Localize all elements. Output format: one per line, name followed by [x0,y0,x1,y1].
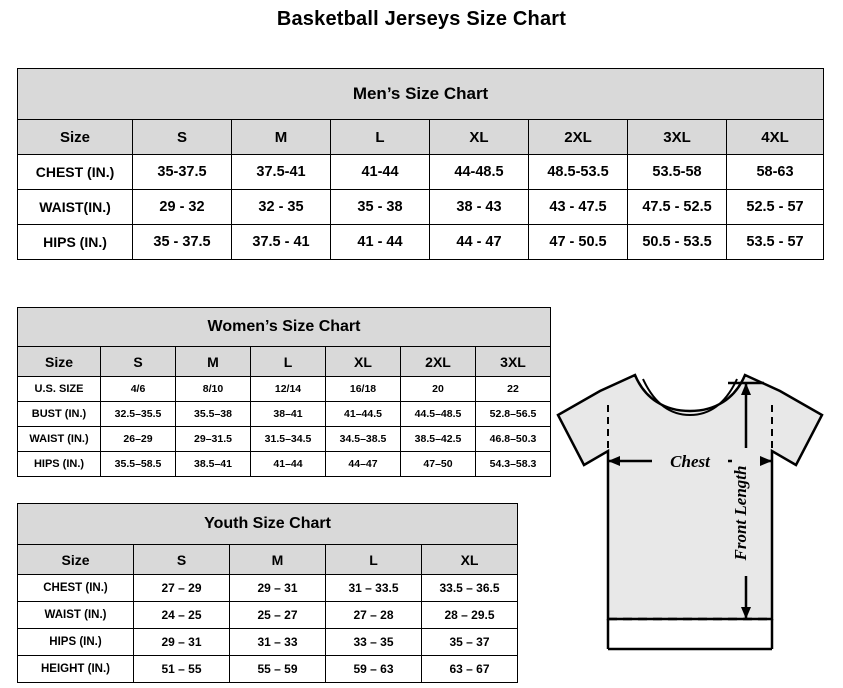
table-row [18,602,518,629]
youth-cell: 29 – 31 [230,575,326,602]
mens-col-header: 4XL [727,120,824,155]
youth-caption: Youth Size Chart [18,504,518,545]
mens-cell: 44 - 47 [430,225,529,260]
mens-cell: 35-37.5 [133,155,232,190]
womens-col-header: 2XL [401,347,476,377]
mens-cell: 41 - 44 [331,225,430,260]
womens-row-label: U.S. SIZE [18,377,101,402]
womens-cell: 52.8–56.5 [476,402,551,427]
womens-col-header: XL [326,347,401,377]
womens-caption: Women’s Size Chart [18,308,551,347]
mens-size-chart-table [17,68,824,260]
table-row [18,190,824,225]
womens-cell: 22 [476,377,551,402]
womens-cell: 32.5–35.5 [101,402,176,427]
youth-col-header: S [134,545,230,575]
mens-col-header: S [133,120,232,155]
womens-cell: 38.5–41 [176,452,251,477]
mens-cell: 48.5-53.5 [529,155,628,190]
youth-cell: 31 – 33 [230,629,326,656]
mens-cell: 29 - 32 [133,190,232,225]
womens-col-header: 3XL [476,347,551,377]
table-row [18,225,824,260]
youth-cell: 33 – 35 [326,629,422,656]
womens-cell: 16/18 [326,377,401,402]
mens-cell: 53.5 - 57 [727,225,824,260]
mens-col-header: Size [18,120,133,155]
youth-col-header: M [230,545,326,575]
youth-col-header: Size [18,545,134,575]
mens-col-header: L [331,120,430,155]
youth-size-chart-table [17,503,518,683]
mens-cell: 44-48.5 [430,155,529,190]
table-row [18,427,551,452]
womens-cell: 44.5–48.5 [401,402,476,427]
mens-header-row [18,120,824,155]
womens-cell: 29–31.5 [176,427,251,452]
womens-cell: 41–44.5 [326,402,401,427]
mens-cell: 37.5-41 [232,155,331,190]
table-row [18,155,824,190]
womens-cell: 38–41 [251,402,326,427]
youth-cell: 35 – 37 [422,629,518,656]
youth-caption-row [18,504,518,545]
youth-cell: 28 – 29.5 [422,602,518,629]
youth-cell: 25 – 27 [230,602,326,629]
mens-row-label: HIPS (IN.) [18,225,133,260]
womens-cell: 38.5–42.5 [401,427,476,452]
table-row [18,402,551,427]
womens-cell: 20 [401,377,476,402]
mens-cell: 37.5 - 41 [232,225,331,260]
mens-cell: 47.5 - 52.5 [628,190,727,225]
table-row [18,575,518,602]
mens-cell: 52.5 - 57 [727,190,824,225]
table-row [18,377,551,402]
womens-cell: 35.5–38 [176,402,251,427]
youth-row-label: WAIST (IN.) [18,602,134,629]
mens-col-header: XL [430,120,529,155]
mens-cell: 47 - 50.5 [529,225,628,260]
youth-row-label: HIPS (IN.) [18,629,134,656]
womens-col-header: M [176,347,251,377]
youth-cell: 59 – 63 [326,656,422,683]
womens-cell: 46.8–50.3 [476,427,551,452]
mens-cell: 58-63 [727,155,824,190]
youth-col-header: L [326,545,422,575]
youth-cell: 51 – 55 [134,656,230,683]
womens-col-header: L [251,347,326,377]
page-title: Basketball Jerseys Size Chart [276,8,567,30]
jersey-outline [558,375,822,619]
womens-cell: 31.5–34.5 [251,427,326,452]
mens-cell: 50.5 - 53.5 [628,225,727,260]
youth-cell: 63 – 67 [422,656,518,683]
youth-cell: 31 – 33.5 [326,575,422,602]
womens-cell: 8/10 [176,377,251,402]
youth-cell: 29 – 31 [134,629,230,656]
womens-cell: 35.5–58.5 [101,452,176,477]
youth-row-label: HEIGHT (IN.) [18,656,134,683]
womens-cell: 44–47 [326,452,401,477]
womens-row-label: HIPS (IN.) [18,452,101,477]
youth-cell: 27 – 28 [326,602,422,629]
womens-row-label: BUST (IN.) [18,402,101,427]
womens-cell: 54.3–58.3 [476,452,551,477]
mens-col-header: 2XL [529,120,628,155]
youth-cell: 27 – 29 [134,575,230,602]
mens-cell: 32 - 35 [232,190,331,225]
mens-cell: 35 - 37.5 [133,225,232,260]
womens-header-row [18,347,551,377]
womens-cell: 12/14 [251,377,326,402]
youth-cell: 33.5 – 36.5 [422,575,518,602]
womens-cell: 34.5–38.5 [326,427,401,452]
table-row [18,629,518,656]
youth-cell: 55 – 59 [230,656,326,683]
youth-cell: 24 – 25 [134,602,230,629]
womens-col-header: S [101,347,176,377]
table-row [18,656,518,683]
youth-row-label: CHEST (IN.) [18,575,134,602]
mens-row-label: CHEST (IN.) [18,155,133,190]
mens-cell: 35 - 38 [331,190,430,225]
mens-col-header: M [232,120,331,155]
mens-cell: 38 - 43 [430,190,529,225]
mens-caption-row [18,69,824,120]
mens-cell: 41-44 [331,155,430,190]
youth-col-header: XL [422,545,518,575]
womens-caption-row [18,308,551,347]
mens-cell: 53.5-58 [628,155,727,190]
mens-cell: 43 - 47.5 [529,190,628,225]
womens-col-header: Size [18,347,101,377]
table-row [18,452,551,477]
youth-header-row [18,545,518,575]
womens-cell: 4/6 [101,377,176,402]
mens-row-label: WAIST(IN.) [18,190,133,225]
womens-cell: 41–44 [251,452,326,477]
womens-size-chart-table [17,307,551,477]
mens-col-header: 3XL [628,120,727,155]
jersey-measurement-diagram [540,353,840,683]
womens-cell: 26–29 [101,427,176,452]
womens-row-label: WAIST (IN.) [18,427,101,452]
chest-label: Chest [670,452,710,471]
mens-caption: Men’s Size Chart [18,69,824,120]
womens-cell: 47–50 [401,452,476,477]
front-length-label: Front Length [731,465,750,561]
jersey-svg [540,353,840,683]
